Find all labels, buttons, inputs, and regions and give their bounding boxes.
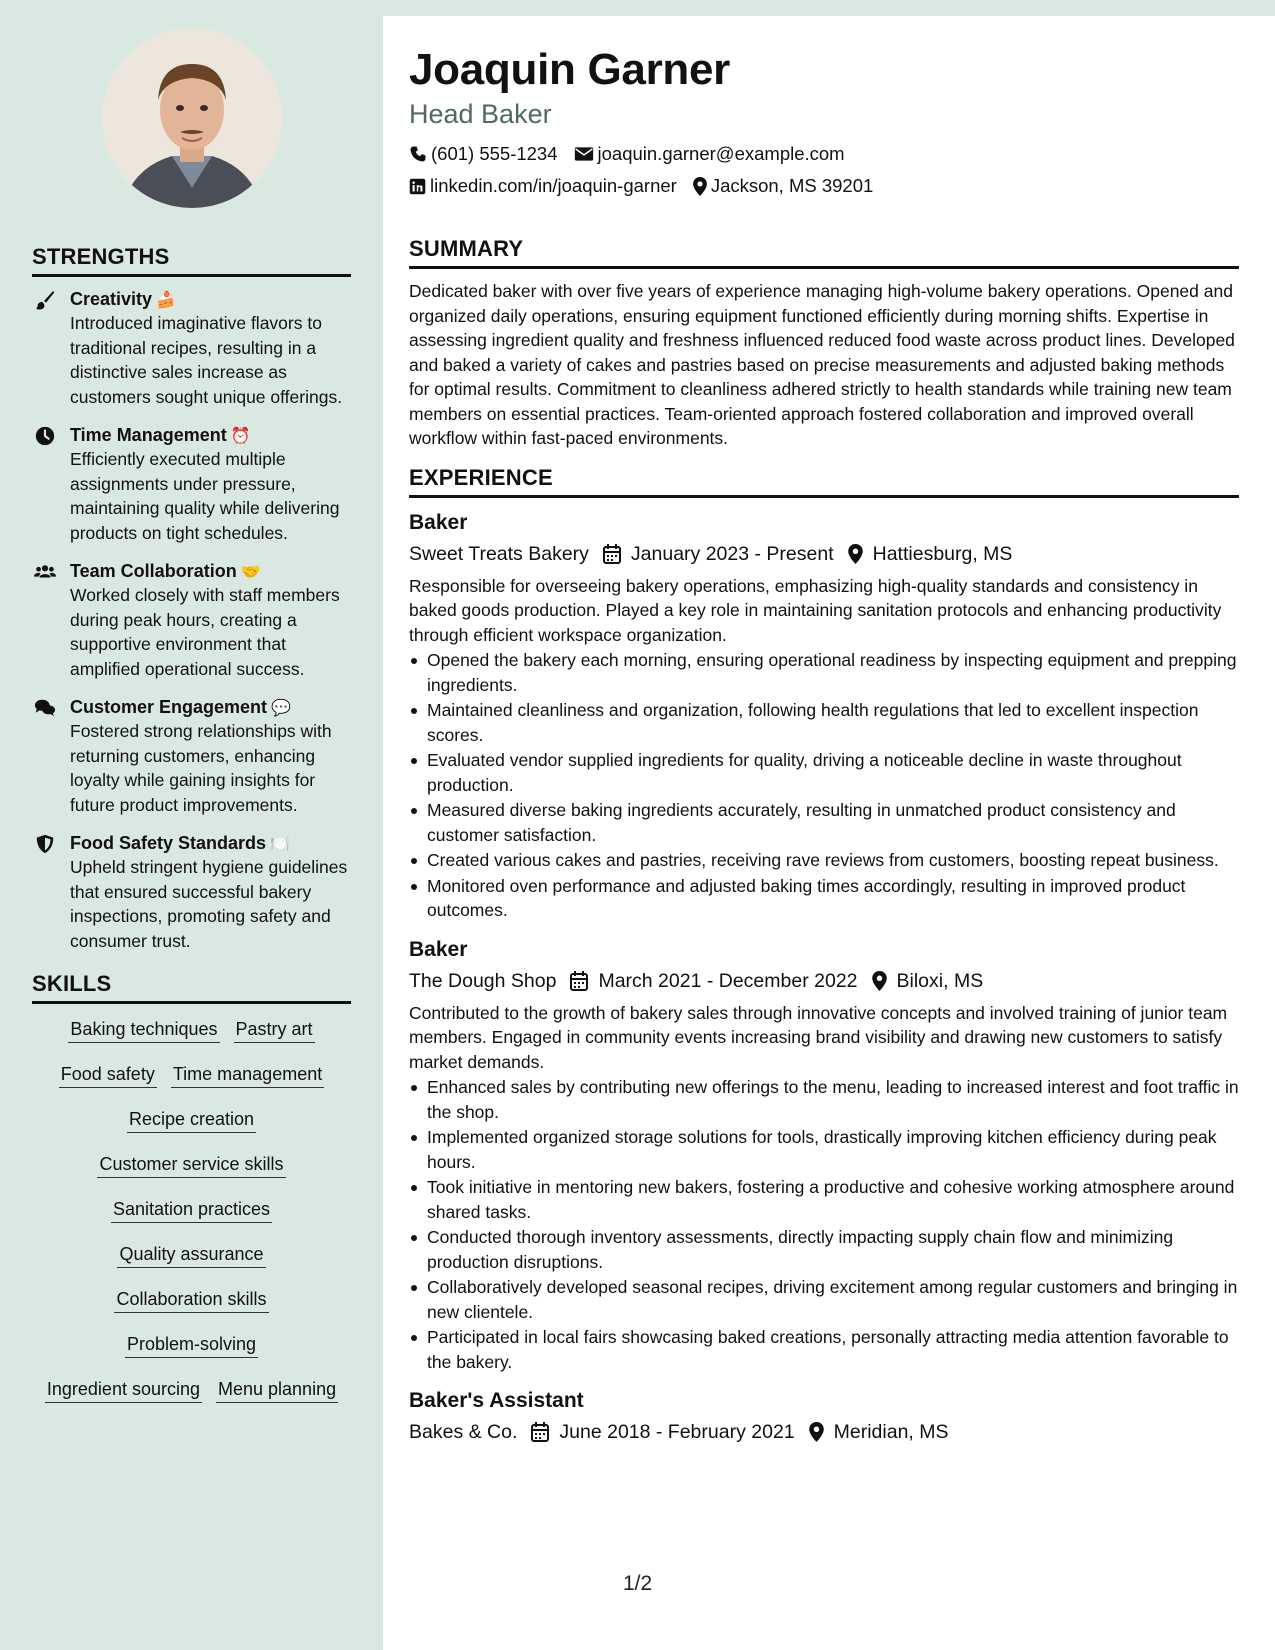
- email-contact[interactable]: [574, 138, 845, 170]
- summary-title: SUMMARY: [409, 236, 1239, 269]
- skill-row: [32, 1016, 351, 1061]
- skill-row: [32, 1061, 351, 1106]
- bullet-item: Participated in local fairs showcasing baked creations, personally attracting media attention favorable to the bakery.: [409, 1325, 1239, 1374]
- job-location: Meridian, MS: [833, 1421, 949, 1443]
- bullet-item: Took initiative in mentoring new bakers, fostering a productive and cohesive working atmosphere around shared tasks.: [409, 1175, 1239, 1224]
- strength-item: [32, 831, 351, 953]
- plate-emoji-icon: 🍽️: [270, 836, 290, 853]
- paintbrush-icon: [34, 289, 56, 311]
- job-location: Hattiesburg, MS: [872, 542, 1013, 565]
- phone-contact[interactable]: [409, 138, 558, 170]
- job-location: Biloxi, MS: [896, 969, 984, 992]
- bullet-item: Opened the bakery each morning, ensuring operational readiness by inspecting equipment and prepping ingredients.: [409, 648, 1239, 697]
- alarm-clock-emoji-icon: ⏰: [230, 428, 251, 445]
- phone-icon: [409, 145, 427, 163]
- strength-description: Introduced imaginative flavors to traditional recipes, resulting in a distinctive sales increase as customers sought unique offerings.: [70, 313, 343, 407]
- skill-tag: Ingredient sourcing: [45, 1376, 202, 1403]
- job-entry: [409, 508, 1239, 923]
- bullet-item: Enhanced sales by contributing new offerings to the menu, leading to increased interest and foot traffic in the shop.: [409, 1075, 1239, 1124]
- calendar-icon: [531, 1422, 549, 1442]
- email-text: joaquin.garner@example.com: [597, 143, 845, 164]
- job-title: Baker's Assistant: [409, 1389, 584, 1412]
- job-location-wrap: [809, 1416, 949, 1448]
- location-contact: [693, 170, 873, 202]
- bullet-item: Conducted thorough inventory assessments, directly impacting supply chain flow and minimizing production disruptions.: [409, 1225, 1239, 1274]
- job-entry: [409, 1386, 1239, 1448]
- linkedin-contact[interactable]: [409, 170, 677, 202]
- skill-tag: Food safety: [59, 1061, 157, 1088]
- calendar-icon: [603, 544, 621, 564]
- strength-description: Upheld stringent hygiene guidelines that ensured successful bakery inspections, promoting safety and consumer trust.: [70, 857, 348, 951]
- strength-title: Team Collaboration: [70, 561, 237, 581]
- map-pin-icon: [693, 177, 707, 196]
- skill-row: [32, 1286, 351, 1331]
- location-text: Jackson, MS 39201: [710, 175, 874, 196]
- skill-row: [32, 1241, 351, 1286]
- job-dates-wrap: [603, 538, 834, 570]
- speech-bubble-emoji-icon: 💬: [271, 700, 291, 717]
- page-number: 1/2: [623, 1572, 653, 1595]
- job-bullets: [409, 1075, 1239, 1374]
- job-company: Bakes & Co.: [409, 1421, 518, 1443]
- skill-tag: Customer service skills: [97, 1151, 285, 1178]
- map-pin-icon: [809, 1422, 824, 1442]
- map-pin-icon: [848, 544, 863, 564]
- job-meta: [409, 1416, 1239, 1448]
- skill-row: [32, 1376, 351, 1421]
- skill-row: [32, 1106, 351, 1151]
- users-icon: [34, 561, 56, 583]
- bullet-item: Maintained cleanliness and organization, following health regulations that led to excellent inspection scores.: [409, 698, 1239, 747]
- job-title: Baker: [409, 510, 468, 534]
- strength-description: Worked closely with staff members during peak hours, creating a supportive environment that amplified operational success.: [70, 585, 340, 679]
- calendar-icon: [570, 971, 588, 991]
- summary-section: [409, 236, 1239, 451]
- strengths-title: STRENGTHS: [32, 244, 351, 277]
- bullet-item: Evaluated vendor supplied ingredients for quality, driving a noticeable decline in waste throughout production.: [409, 748, 1239, 797]
- job-title: Baker: [409, 937, 468, 961]
- job-dates-wrap: [570, 965, 857, 997]
- sidebar: [0, 0, 383, 1650]
- skill-tag: Quality assurance: [117, 1241, 265, 1268]
- bullet-item: Measured diverse baking ingredients accurately, resulting in unmatched product consistency and customer satisfaction.: [409, 798, 1239, 847]
- job-dates: June 2018 - February 2021: [559, 1421, 795, 1443]
- skills-section: [32, 971, 351, 1421]
- main-content: [383, 16, 1275, 1650]
- job-bullets: [409, 648, 1239, 923]
- skill-tag: Baking techniques: [68, 1016, 219, 1043]
- map-pin-icon: [872, 971, 887, 991]
- job-meta: [409, 538, 1239, 570]
- linkedin-icon: [409, 178, 426, 195]
- strengths-section: [32, 244, 351, 953]
- strength-item: [32, 559, 351, 681]
- strength-item: [32, 287, 351, 409]
- skills-title: SKILLS: [32, 971, 351, 1004]
- clock-icon: [34, 425, 56, 447]
- skill-row: [32, 1331, 351, 1376]
- job-dates: March 2021 - December 2022: [598, 969, 858, 992]
- job-entry: [409, 935, 1239, 1375]
- strength-title: Time Management: [70, 425, 227, 445]
- job-company: The Dough Shop: [409, 969, 557, 992]
- bullet-item: Monitored oven performance and adjusted baking times accordingly, resulting in improved product outcomes.: [409, 874, 1239, 923]
- shield-icon: [34, 833, 56, 855]
- skill-tag: Collaboration skills: [114, 1286, 268, 1313]
- job-meta: [409, 965, 1239, 997]
- candidate-role: Head Baker: [409, 99, 552, 129]
- strength-description: Fostered strong relationships with returning customers, enhancing loyalty while gaining insights for future product improvements.: [70, 721, 332, 815]
- strength-title: Creativity: [70, 289, 153, 309]
- skill-tag: Pastry art: [234, 1016, 315, 1043]
- comments-icon: [34, 697, 56, 719]
- profile-photo: [102, 28, 282, 208]
- contact-line: [409, 170, 1239, 202]
- skill-tag: Sanitation practices: [111, 1196, 272, 1223]
- job-dates: January 2023 - Present: [630, 542, 834, 565]
- strength-description: Efficiently executed multiple assignments under pressure, maintaining quality while delivering products on tight schedules.: [70, 449, 340, 543]
- handshake-emoji-icon: 🤝: [240, 564, 261, 581]
- strength-title: Food Safety Standards: [70, 833, 267, 853]
- bullet-item: Implemented organized storage solutions for tools, drastically improving kitchen efficiency during peak hours.: [409, 1125, 1239, 1174]
- skill-tag: Recipe creation: [127, 1106, 256, 1133]
- skill-row: [32, 1151, 351, 1196]
- candidate-name: Joaquin Garner: [409, 45, 730, 94]
- bullet-item: Created various cakes and pastries, receiving rave reviews from customers, boosting repeat business.: [409, 848, 1239, 873]
- job-description: Responsible for overseeing bakery operations, emphasizing high-quality standards and consistency in baked goods production. Played a key role in maintaining sanitation protocols and enhancing productivity through efficient workspace organization.: [409, 575, 1222, 645]
- contact-line: [409, 138, 1239, 170]
- experience-section: [409, 465, 1239, 1449]
- job-location-wrap: [872, 965, 984, 997]
- envelope-icon: [574, 146, 594, 162]
- skill-tag: Menu planning: [216, 1376, 338, 1403]
- linkedin-text: linkedin.com/in/joaquin-garner: [430, 175, 677, 196]
- cake-emoji-icon: 🍰: [156, 292, 176, 309]
- job-company: Sweet Treats Bakery: [409, 542, 589, 565]
- strength-item: [32, 423, 351, 545]
- bullet-item: Collaboratively developed seasonal recipes, driving excitement among regular customers and bringing in new clientele.: [409, 1275, 1239, 1324]
- skill-row: [32, 1196, 351, 1241]
- skill-tag: Time management: [171, 1061, 324, 1088]
- phone-text: (601) 555-1234: [431, 143, 558, 164]
- job-description: Contributed to the growth of bakery sales through innovative concepts and involved training of junior team members. Engaged in community events increasing brand visibility and drawing new customers to satisfy market demands.: [409, 1002, 1228, 1072]
- job-location-wrap: [848, 538, 1013, 570]
- strength-item: [32, 695, 351, 817]
- skill-tag: Problem-solving: [125, 1331, 258, 1358]
- experience-title: EXPERIENCE: [409, 465, 1239, 498]
- job-dates-wrap: [531, 1416, 794, 1448]
- summary-text: Dedicated baker with over five years of experience managing high-volume bakery operations. Opened and organized daily operations, ensuring equipment functioned efficiently during morning shifts. Expertise in assessing ingredient quality and freshness influenced reduced food waste across product lines. Developed and baked a variety of cakes and pastries based on precise measurements and adjusted baking methods for optimal results. Commitment to cleanliness adhered strictly to health standards while training new team members on essential practices. Team-oriented approach fostered collaboration and improved overall workflow within fast-paced environments.: [409, 281, 1235, 448]
- strength-title: Customer Engagement: [70, 697, 268, 717]
